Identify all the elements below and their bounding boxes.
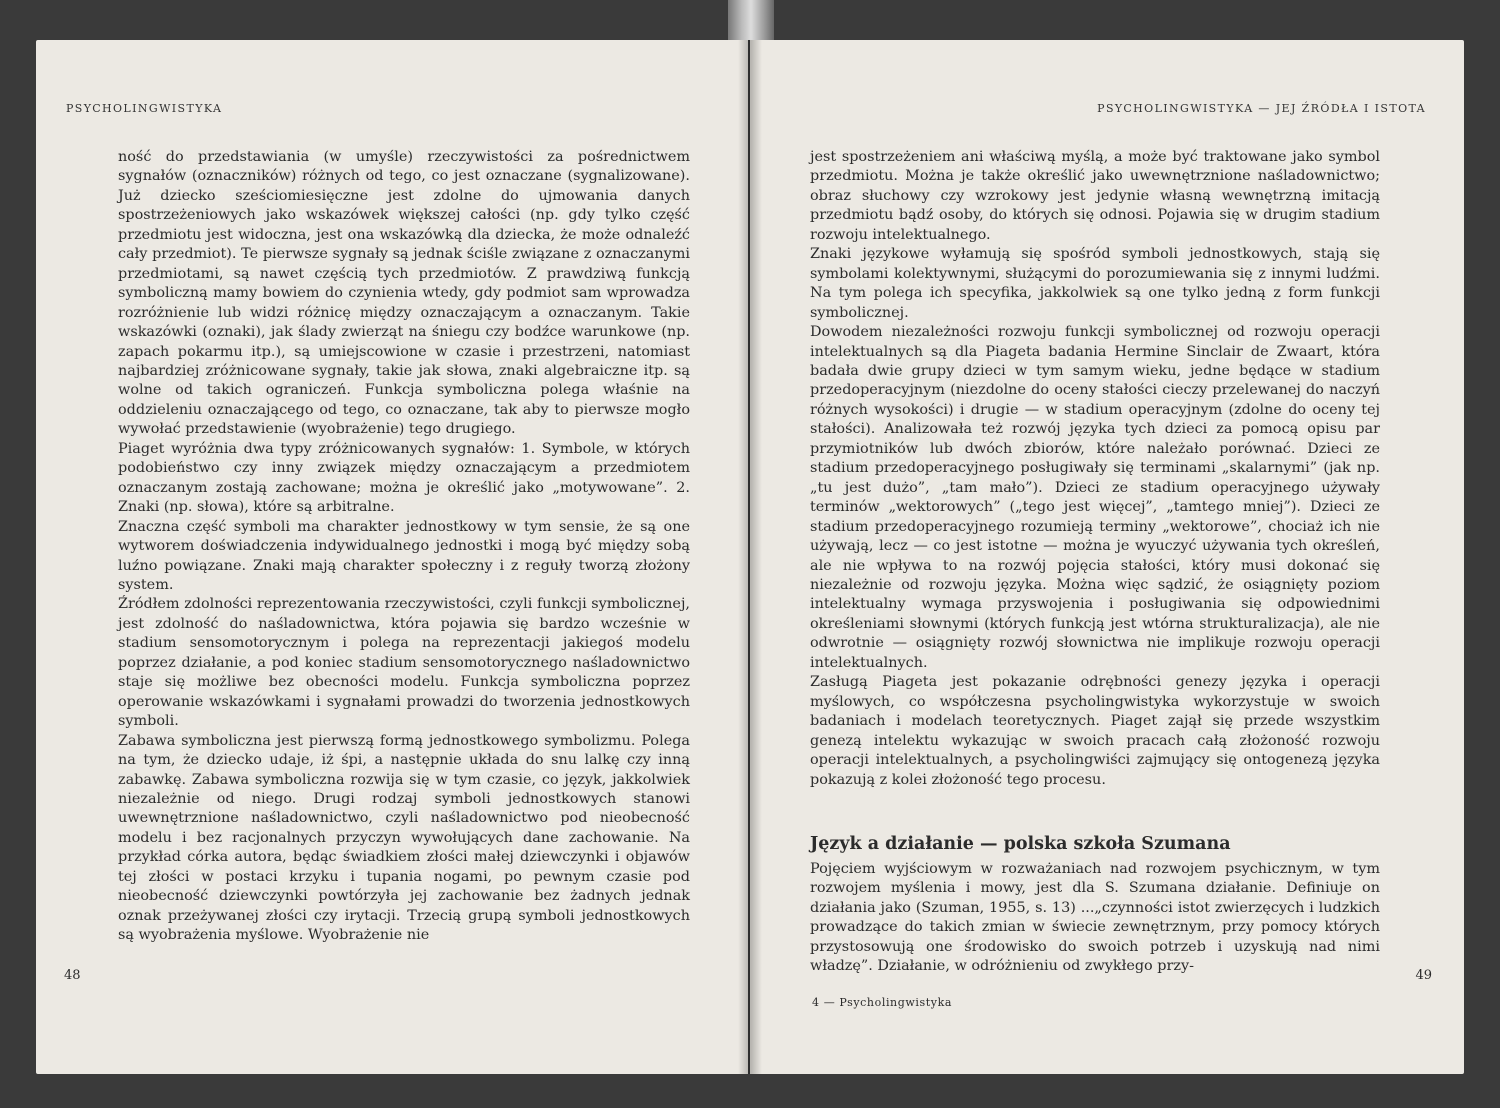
right-paragraph-2: Znaki językowe wyłamują się spośród symboli jednostkowych, stają się symbolami kolektywnymi, służącymi do porozumiewania się z innymi ludźmi. Na tym polega ich specyfika, jakkolwiek są one tylko jedną z form funkcji symbolicznej.	[810, 246, 1380, 321]
right-paragraph-4: Zasługą Piageta jest pokazanie odrębności genezy języka i operacji myślowych, co współczesna psycholingwistyka wykorzystuje w swoich badaniach i modelach teoretycznych. Piaget zajął się przede wszystkim genezą intelektu wykazując w swoich pracach całą złożoność rozwoju operacji intelektualnych, a psycholingwiści zajmujący się ontogenezą języka pokazują z kolei złożoność tego procesu.	[810, 674, 1380, 788]
right-running-head: PSYCHOLINGWISTYKA — JEJ ŹRÓDŁA I ISTOTA	[1097, 102, 1426, 115]
left-paragraph-4: Źródłem zdolności reprezentowania rzeczywistości, czyli funkcji symbolicznej, jest zdolność do naśladownictwa, która pojawia się bardzo wcześnie w stadium sensomotorycznym i polega na reprezentacji jakiegoś modelu poprzez działanie, a pod koniec stadium sensomotorycznego naśladownictwo staje się możliwe bez obecności modelu. Funkcja symboliczna poprzez operowanie wskazówkami i sygnałami prowadzi do tworzenia jednostkowych symboli.	[118, 596, 690, 730]
binder-clip	[728, 0, 774, 40]
right-page	[750, 40, 1464, 1074]
right-paragraph-1: jest spostrzeżeniem ani właściwą myślą, a może być traktowane jako symbol przedmiotu. Można je także określić jako uwewnętrznione naśladownictwo; obraz słuchowy czy wzrokowy jest jedynie własną wewnętrzną imitacją przedmiotu bądź osoby, do których się odnosi. Pojawia się w drugim stadium rozwoju intelektualnego.	[810, 149, 1380, 243]
right-paragraph-3: Dowodem niezależności rozwoju funkcji symbolicznej od rozwoju operacji intelektualnych są dla Piageta badania Hermine Sinclair de Zwaart, która badała dwie grupy dzieci w tym samym wieku, jedne będące w stadium przedoperacyjnym (niezdolne do oceny stałości cieczy przelewanej do naczyń różnych wysokości) i drugie — w stadium operacyjnym (zdolne do oceny tej stałości). Analizowała też rozwój języka tych dzieci za pomocą opisu par przymiotników lub dwóch zbiorów, które należało porównać. Dzieci ze stadium przedoperacyjnego posługiwały się terminami „skalarnymi” (jak np. „tu jest dużo”, „tam mało”). Dzieci ze stadium operacyjnego używały terminów „wektorowych” („tego jest więcej”, „tamtego mniej”). Dzieci ze stadium przedoperacyjnego rozumieją terminy „wektorowe”, chociaż ich nie używają, lecz — co jest istotne — można je wyuczyć używania tych określeń, ale nie wpływa to na rozwój pojęcia stałości, który musi dokonać się niezależnie od rozwoju języka. Można więc sądzić, że osiągnięty poziom intelektualny wymaga przyswojenia i posługiwania się odpowiednimi określeniami słownymi (których funkcją jest wtórna strukturalizacja), ale nie odwrotnie — osiągnięty rozwój słownictwa nie implikuje rozwoju operacji intelektualnych.	[810, 324, 1380, 671]
section-paragraph: Pojęciem wyjściowym w rozważaniach nad rozwojem psychicznym, w tym rozwojem myślenia i mowy, jest dla S. Szumana działanie. Definiuje on działania jako (Szuman, 1955, s. 13) ...„czynności istot zwierzęcych i ludzkich prowadzące do takich zmian w świecie zewnętrznym, przy pomocy których przystosowują one środowisko do swoich potrzeb i uzyskują nad nimi władzę”. Działanie, w odróżnieniu od zwykłego przy-	[810, 861, 1380, 975]
right-page-number: 49	[1415, 968, 1432, 983]
section-body	[810, 860, 1380, 977]
left-paragraph-1: ność do przedstawiania (w umyśle) rzeczywistości za pośrednictwem sygnałów (oznaczników) różnych od tego, co jest oznaczane (sygnalizowane). Już dziecko sześciomiesięczne jest zdolne do ujmowania danych spostrzeżeniowych jako wskazówek większej całości (np. gdy tylko część przedmiotu jest widoczna, jest ona wskazówką dla dziecka, że może odnaleźć cały przedmiot). Te pierwsze sygnały są jednak ściśle związane z oznaczanymi przedmiotami, są nawet częścią tych przedmiotów. Z prawdziwą funkcją symboliczną mamy bowiem do czynienia wtedy, gdy podmiot sam wprowadza rozróżnienie lub widzi różnicę między oznaczającym a oznaczanym. Takie wskazówki (oznaki), jak ślady zwierząt na śniegu czy bodźce warunkowe (np. zapach pokarmu itp.), są umiejscowione w czasie i przestrzeni, natomiast najbardziej zróżnicowane sygnały, takie jak słowa, znaki algebraiczne itp. są wolne od takich ograniczeń. Funkcja symboliczna polega właśnie na oddzieleniu oznaczającego od tego, co oznaczane, tak aby to pierwsze mogło wywołać przedstawienie (wyobrażenie) tego drugiego.	[118, 149, 690, 438]
left-page-number: 48	[64, 968, 81, 983]
right-page-body	[810, 148, 1380, 790]
signature-footer: 4 — Psycholingwistyka	[812, 996, 953, 1009]
left-running-head: PSYCHOLINGWISTYKA	[66, 102, 223, 115]
left-page	[36, 40, 748, 1074]
left-paragraph-2: Piaget wyróżnia dwa typy zróżnicowanych sygnałów: 1. Symbole, w których podobieństwo czy inny związek między oznaczającym a przedmiotem oznaczanym zostają zachowane; można je określić jako „motywowane”. 2. Znaki (np. słowa), które są arbitralne.	[118, 440, 690, 516]
left-page-body	[118, 148, 690, 946]
book-gutter	[738, 40, 762, 1074]
section-heading: Język a działanie — polska szkoła Szumana	[810, 834, 1231, 854]
left-paragraph-3: Znaczna część symboli ma charakter jednostkowy w tym sensie, że są one wytworem doświadczenia indywidualnego jednostki i mogą być między sobą luźno powiązane. Znaki mają charakter społeczny i z reguły tworzą złożony system.	[118, 518, 690, 593]
left-paragraph-5: Zabawa symboliczna jest pierwszą formą jednostkowego symbolizmu. Polega na tym, że dziecko udaje, iż śpi, a następnie układa do snu lalkę czy inną zabawkę. Zabawa symboliczna rozwija się w tym czasie, co język, jakkolwiek niezależnie od niego. Drugi rodzaj symboli jednostkowych stanowi uwewnętrznione naśladownictwo, czyli naśladownictwo pod nieobecność modelu i bez racjonalnych przyczyn wywołujących dane zachowanie. Na przykład córka autora, będąc świadkiem złości małej dziewczynki i objawów tej złości w postaci krzyku i tupania nogami, po pewnym czasie pod nieobecność dziewczynki powtórzyła jej zachowanie bez żadnych jednak oznak przeżywanej złości czy irytacji. Trzecią grupą symboli jednostkowych są wyobrażenia myślowe. Wyobrażenie nie	[118, 732, 690, 944]
